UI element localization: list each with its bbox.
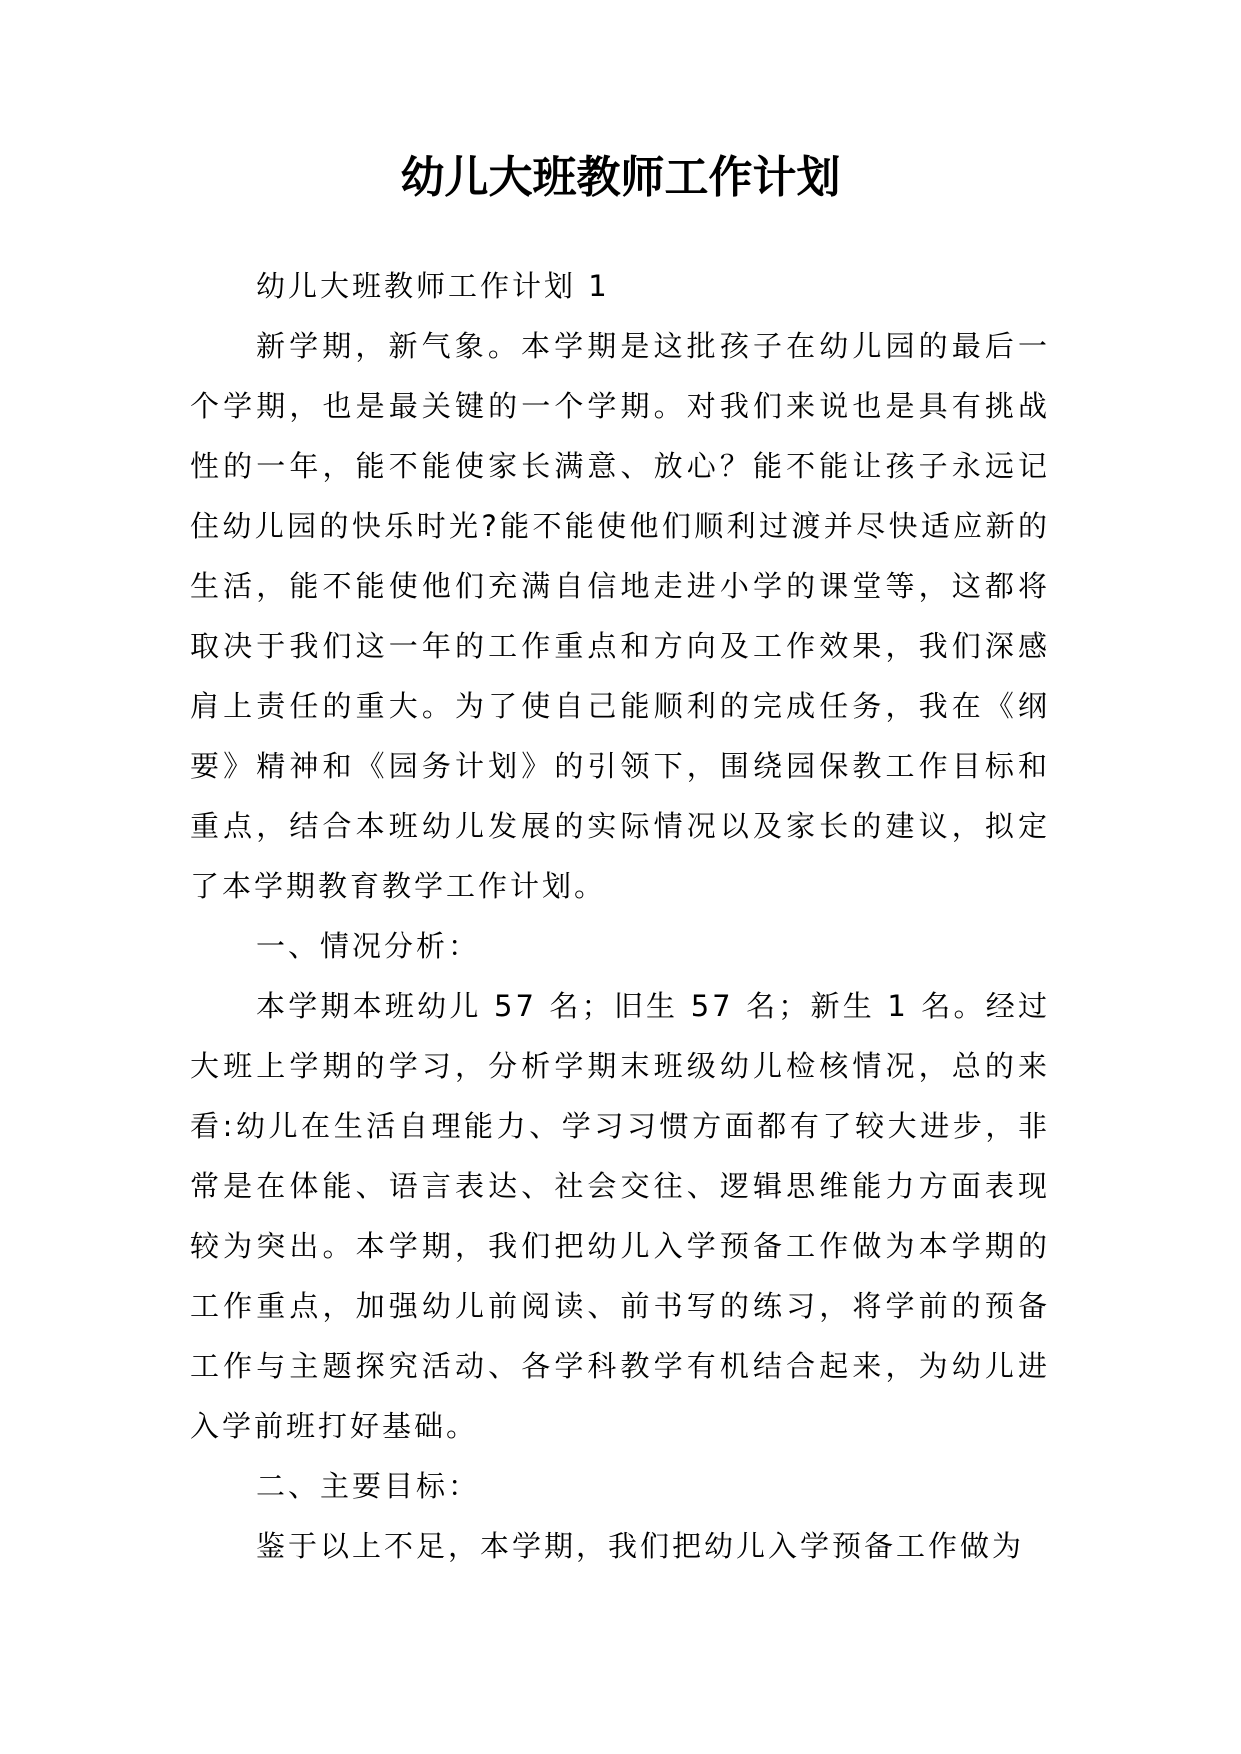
subtitle-paragraph: 幼儿大班教师工作计划 1 — [256, 269, 610, 303]
main-goals-paragraph: 鉴于以上不足，本学期，我们把幼儿入学预备工作做为 — [256, 1529, 1025, 1563]
document-title: 幼儿大班教师工作计划 — [400, 152, 841, 203]
situation-analysis-paragraph: 本学期本班幼儿 57 名；旧生 57 名；新生 1 名。经过大班上学期的学习，分析学期末班级幼儿检核情况，总的来看:幼儿在生活自理能力、学习习惯方面都有了较大进步，非常是在体能、语言表达、社会交往、逻辑思维能力方面表现较为突出。本学期，我们把幼儿入学预备工作做为本学期的工作重点，加强幼儿前阅读、前书写的练习，将学前的预备工作与主题探究活动、各学科教学有机结合起来，为幼儿进入学前班打好基础。 — [190, 989, 1050, 1443]
document-body — [190, 256, 1050, 1576]
section-heading-main-goals: 二、主要目标： — [256, 1469, 481, 1503]
intro-paragraph: 新学期，新气象。本学期是这批孩子在幼儿园的最后一个学期，也是最关键的一个学期。对我们来说也是具有挑战性的一年，能不能使家长满意、放心？能不能让孩子永远记住幼儿园的快乐时光?能不能使他们顺利过渡并尽快适应新的生活，能不能使他们充满自信地走进小学的课堂等，这都将取决于我们这一年的工作重点和方向及工作效果，我们深感肩上责任的重大。为了使自己能顺利的完成任务，我在《纲要》精神和《园务计划》的引领下，围绕园保教工作目标和重点，结合本班幼儿发展的实际情况以及家长的建议，拟定了本学期教育教学工作计划。 — [190, 329, 1050, 903]
section-heading-situation-analysis: 一、情况分析： — [256, 929, 481, 963]
